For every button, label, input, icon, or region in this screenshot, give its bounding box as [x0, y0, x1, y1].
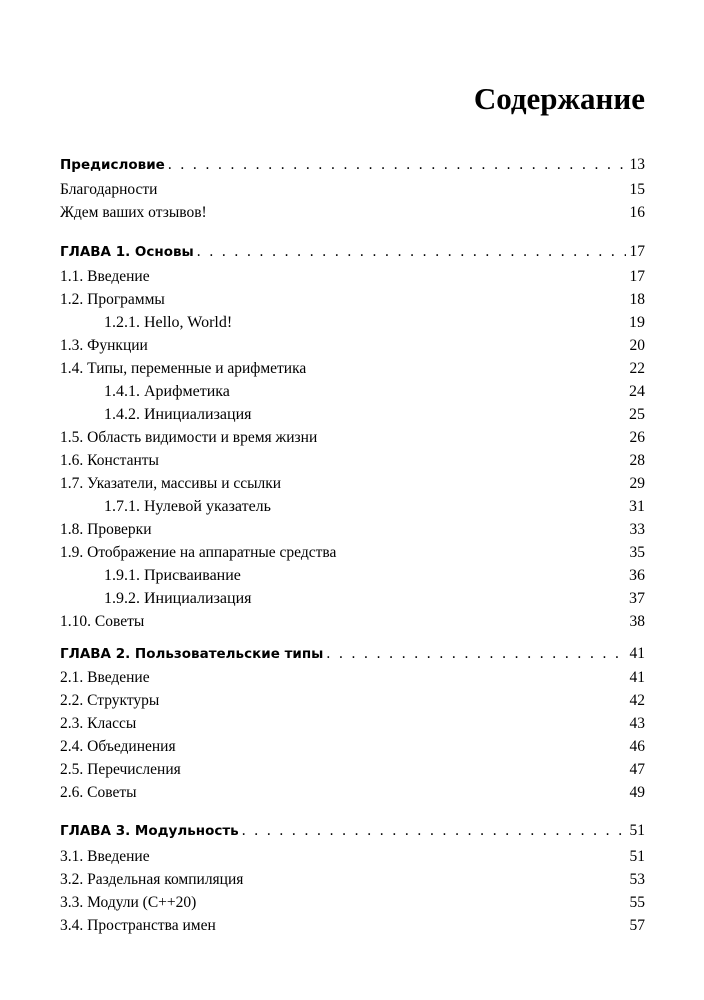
toc-entry-label: 2.3. Классы [60, 715, 137, 732]
toc-entry-page-number: 35 [629, 544, 645, 561]
toc-entry-page-number: 53 [629, 871, 645, 888]
toc-entry-label: 1.2.1. Hello, World! [104, 314, 233, 331]
toc-entry [60, 473, 645, 495]
toc-entry [60, 202, 645, 224]
toc-entry-label: 1.2. Программы [60, 291, 165, 308]
toc-entry-page-number: 22 [629, 360, 645, 377]
toc-entry [60, 358, 645, 380]
toc-entry-page-number: 13 [629, 156, 645, 173]
toc-entry-page-number: 33 [629, 521, 645, 538]
toc-entry-label: 1.9.2. Инициализация [104, 590, 252, 607]
toc-subsection-entry [60, 588, 645, 610]
toc-entry-page-number: 38 [629, 613, 645, 630]
toc-entry-page-number: 41 [629, 645, 645, 662]
toc-entry-page-number: 16 [629, 204, 645, 221]
toc-entry-page-number: 37 [629, 590, 645, 607]
toc-entry-page-number: 28 [629, 452, 645, 469]
toc-entry [60, 542, 645, 564]
toc-entry-label: 2.1. Введение [60, 669, 150, 686]
toc-entry-label: 1.3. Функции [60, 337, 148, 354]
toc-entry-label: 1.7.1. Нулевой указатель [104, 498, 271, 515]
toc-dot-leader [326, 643, 625, 665]
toc-entry [60, 736, 645, 758]
toc-chapter-entry [60, 820, 645, 842]
toc-subsection-entry [60, 496, 645, 518]
toc-entry [60, 782, 645, 804]
toc-entry [60, 427, 645, 449]
toc-entry-label: 1.1. Введение [60, 268, 150, 285]
toc-entry-page-number: 19 [629, 314, 645, 331]
toc-chapter-entry [60, 241, 645, 263]
toc-entry-label: 1.4. Типы, переменные и арифметика [60, 360, 307, 377]
page-title: Содержание [473, 81, 645, 116]
toc-subsection-entry [60, 404, 645, 426]
toc-entry-page-number: 49 [629, 784, 645, 801]
toc-entry-page-number: 26 [629, 429, 645, 446]
toc-entry-page-number: 51 [629, 848, 645, 865]
toc-entry [60, 690, 645, 712]
toc-dot-leader [242, 820, 626, 842]
toc-entry-page-number: 46 [629, 738, 645, 755]
toc-entry-page-number: 17 [629, 268, 645, 285]
toc-entry-page-number: 20 [629, 337, 645, 354]
toc-entry-label: Благодарности [60, 181, 158, 198]
toc-entry-page-number: 43 [629, 715, 645, 732]
toc-entry-label: 1.4.2. Инициализация [104, 406, 252, 423]
toc-entry-page-number: 42 [629, 692, 645, 709]
toc-entry-label: 1.9.1. Присваивание [104, 567, 241, 584]
toc-entry [60, 335, 645, 357]
toc-entry-label: ГЛАВА 3. Модульность [60, 823, 239, 839]
toc-entry-label: 3.3. Модули (C++20) [60, 894, 197, 911]
toc-entry [60, 759, 645, 781]
toc-entry [60, 713, 645, 735]
toc-entry [60, 915, 645, 937]
toc-entry-label: ГЛАВА 1. Основы [60, 244, 194, 260]
toc-entry-label: 3.1. Введение [60, 848, 150, 865]
toc-dot-leader [168, 154, 626, 176]
toc-entry-page-number: 25 [629, 406, 645, 423]
toc-entry-label: 1.10. Советы [60, 613, 145, 630]
toc-entry-label: 1.7. Указатели, массивы и ссылки [60, 475, 282, 492]
toc-entry [60, 179, 645, 201]
toc-chapter-entry [60, 643, 645, 665]
toc-entry-label: ГЛАВА 2. Пользовательские типы [60, 646, 324, 662]
toc-entry-label: 1.5. Область видимости и время жизни [60, 429, 318, 446]
toc-entry-page-number: 36 [629, 567, 645, 584]
toc-entry-page-number: 57 [629, 917, 645, 934]
toc-entry-label: 2.4. Объединения [60, 738, 176, 755]
toc-entry-label: 1.8. Проверки [60, 521, 152, 538]
toc-entry-label: 1.4.1. Арифметика [104, 383, 230, 400]
toc-entry [60, 611, 645, 633]
toc-entry [60, 846, 645, 868]
toc-entry-label: 3.2. Раздельная компиляция [60, 871, 244, 888]
toc-entry-label: 2.2. Структуры [60, 692, 160, 709]
toc-entry-label: 2.5. Перечисления [60, 761, 181, 778]
toc-entry [60, 289, 645, 311]
toc-entry-page-number: 29 [629, 475, 645, 492]
toc-entry-page-number: 55 [629, 894, 645, 911]
toc-entry-label: 1.9. Отображение на аппаратные средства [60, 544, 337, 561]
toc-entry-page-number: 31 [629, 498, 645, 515]
toc-entry [60, 892, 645, 914]
toc-entry [60, 519, 645, 541]
toc-dot-leader [197, 241, 626, 263]
toc-entry-page-number: 47 [629, 761, 645, 778]
toc-chapter-entry [60, 154, 645, 176]
toc-entry-page-number: 18 [629, 291, 645, 308]
toc-entry-label: 3.4. Пространства имен [60, 917, 216, 934]
toc-subsection-entry [60, 381, 645, 403]
toc-entry-page-number: 51 [629, 822, 645, 839]
toc-entry [60, 667, 645, 689]
toc-entry-page-number: 17 [629, 243, 645, 260]
toc-entry [60, 869, 645, 891]
toc-entry-page-number: 41 [629, 669, 645, 686]
toc-subsection-entry [60, 312, 645, 334]
toc-entry [60, 450, 645, 472]
toc-entry-label: Ждем ваших отзывов! [60, 204, 207, 221]
toc-subsection-entry [60, 565, 645, 587]
toc-entry-page-number: 24 [629, 383, 645, 400]
toc-entry-label: 2.6. Советы [60, 784, 137, 801]
toc-entry [60, 266, 645, 288]
toc-entry-page-number: 15 [629, 181, 645, 198]
toc-entry-label: Предисловие [60, 157, 165, 173]
toc-entry-label: 1.6. Константы [60, 452, 159, 469]
